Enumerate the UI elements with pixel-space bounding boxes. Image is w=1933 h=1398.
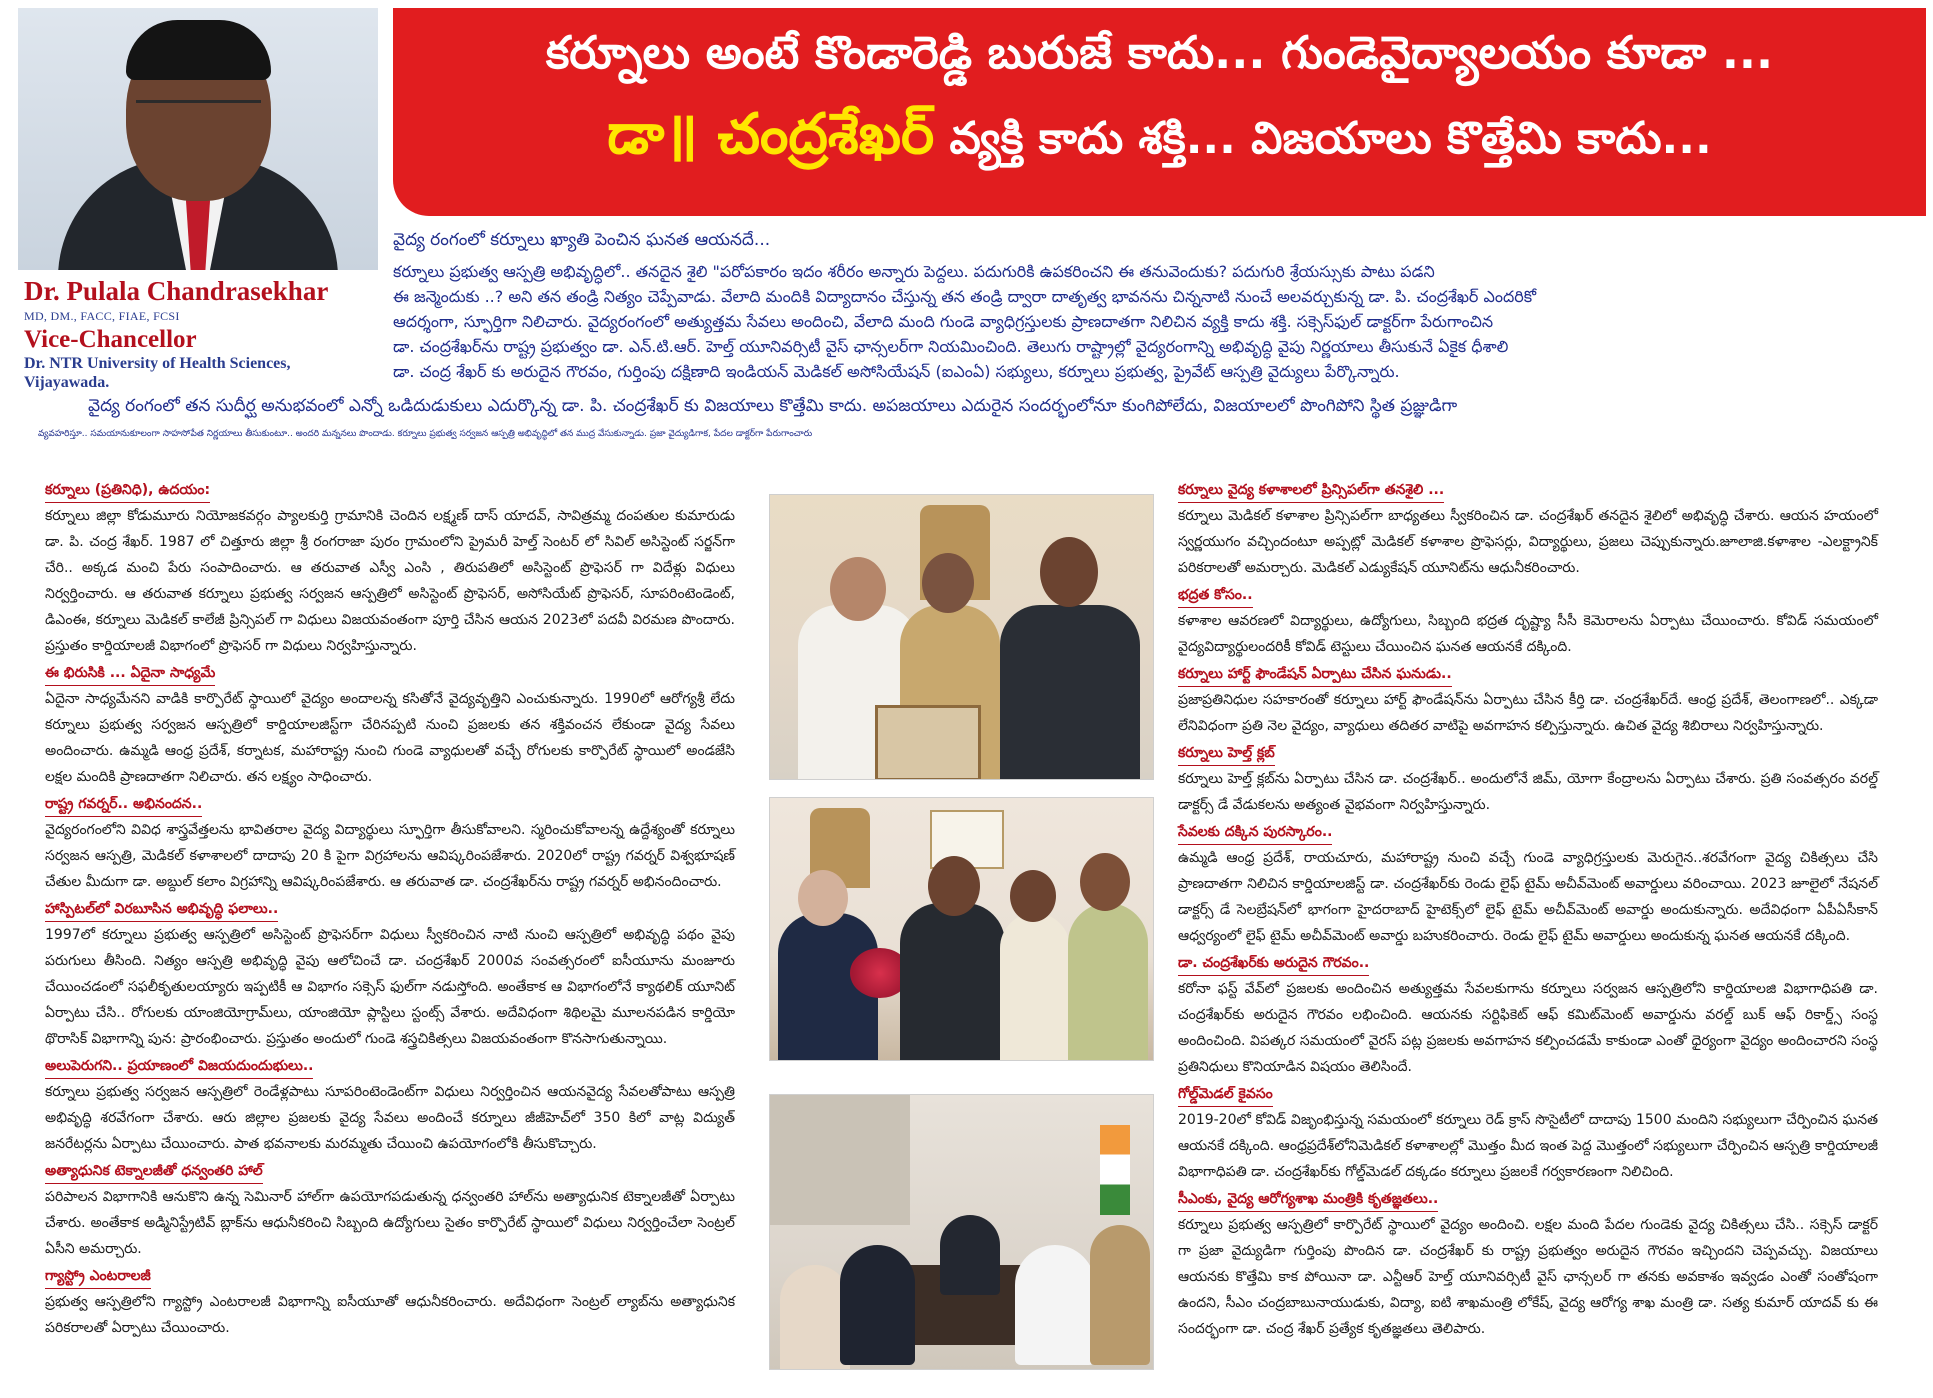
intro-line: డా. చంద్ర శేఖర్ కు అరుదైన గౌరవం, గుర్తింపు దక్షిణాది ఇండియన్ మెడికల్ అసోసియేషన్ (ఐఎంఏ) సభ్యులు, కర్నూలు ప్రభుత్వ, ప్రైవేట్ ఆస్పత్రి వైద్యులు పేర్కొన్నారు. bbox=[393, 362, 1400, 381]
section-body: కర్నూలు ప్రభుత్వ సర్వజన ఆస్పత్రిలో రెండేళ్లపాటు సూపరింటెండెంట్‌గా విధులు నిర్వర్తించిన ఆయనవైద్య సేవలతోపాటు ఆస్పత్రి అభివృద్ధి శరవేగంగా చేశారు. ఆరు జిల్లాల ప్రజలకు వైద్య సేవలు అందించే కర్నూలు జీజీహెచ్‌లో 350 కిలో వాట్ల విద్యుత్ జనరేటర్లను ఏర్పాటు చేయించారు. పాత భవనాలకు మరమ్మతు చేయించి ఉపయోగంలోకి తీసుకొచ్చారు. bbox=[45, 1084, 735, 1152]
section-heading: అత్యాధునిక టెక్నాలజీతో ధన్వంతరి హాల్ bbox=[45, 1159, 263, 1184]
headline-name: డా॥ చంద్రశేఖర్ bbox=[607, 102, 935, 167]
photo-person-head bbox=[922, 553, 974, 613]
section-heading: ఈ భిరుసికి ... ఏదైనా సాధ్యమే bbox=[45, 661, 215, 686]
section-heading: కర్నూలు వైద్య కళాశాలలో ప్రిన్సిపల్‌గా తనశైలి ... bbox=[1178, 478, 1444, 503]
article-left-column bbox=[45, 476, 735, 1341]
profile-qualifications: MD, DM., FACC, FIAE, FCSI bbox=[24, 309, 180, 323]
headline-line-2 bbox=[393, 102, 1926, 181]
section-heading: రాష్ట్ర గవర్నర్.. అభినందన.. bbox=[45, 792, 202, 817]
portrait-glasses bbox=[136, 100, 261, 133]
intro-section bbox=[393, 228, 1913, 384]
photo-person-head bbox=[1010, 870, 1056, 922]
photo-person bbox=[900, 903, 1005, 1061]
photo-person-head bbox=[928, 856, 980, 916]
photo-flag bbox=[1100, 1125, 1130, 1215]
photo-person bbox=[1000, 913, 1070, 1061]
section-body: 1997లో కర్నూలు ప్రభుత్వ ఆస్పత్రిలో అసిస్టెంట్ ప్రొఫెసర్‌గా విధులు స్వీకరించిన నాటి నుంచి ఆస్పత్రిలో అభివృద్ధి పథం వైపు పరుగులు తీసింది. నిత్యం ఆస్పత్రి అభివృద్ధి వైపు ఆలోచించే డా. చంద్రశేఖర్ 2000వ సంవత్సరంలో ఐసీయూను మంజూరు చేయించడంలో సఫలీకృతులయ్యారు ఇప్పటికీ ఆ విభాగం సక్సెస్ ఫుల్‌గా నడుస్తోంది. అంతేకాక ఆ విభాగంలోనే క్యాథలిక్ యూనిట్ ఏర్పాటు చేసి.. రోగులకు యాంజియోగ్రామ్‌లు, యాంజియో ప్లాస్టిలు స్టంట్స్ వేశారు. అదేవిధంగా శిథిలమై మూలనపడిన కార్డియో థొరాసిక్ విభాగాన్ని పున: ప్రారంభించారు. ప్రస్తుతం అందులో గుండె శస్త్రచికిత్సలు విజయవంతంగా కొనసాగుతున్నాయి. bbox=[45, 927, 735, 1047]
section-body: ప్రజాప్రతినిధుల సహకారంతో కర్నూలు హార్ట్ ఫౌండేషన్‌ను ఏర్పాటు చేసిన కీర్తి డా. చంద్రశేఖర్‌దే. ఆంధ్ర ప్రదేశ్, తెలంగాణలో.. ఎక్కడా లేనివిధంగా ప్రతి నెల వైద్యం, వ్యాధులు తదితర వాటిపై అవగాహన కల్పిస్తున్నారు. ఉచిత వైద్య శిబిరాలు నిర్వహిస్తున్నారు. bbox=[1178, 692, 1878, 734]
photo-governor-bouquet bbox=[769, 797, 1154, 1061]
profile-university: Dr. NTR University of Health Sciences, bbox=[24, 355, 291, 372]
section-body: కర్నూలు హెల్త్ క్లబ్‌ను ఏర్పాటు చేసిన డా. చంద్రశేఖర్.. అందులోనే జిమ్, యోగా కేంద్రాలను ఏర్పాటు చేశారు. ప్రతి సంవత్సరం వరల్డ్ డాక్టర్స్ డే వేడుకలను అత్యంత వైభవంగా నిర్వహిస్తున్నారు. bbox=[1178, 771, 1878, 813]
section-heading: కర్నూలు హెల్త్ క్లబ్ bbox=[1178, 741, 1275, 766]
tagline-line: వైద్య రంగంలో తన సుదీర్ఘ అనుభవంలో ఎన్నో ఒడిదుడుకులు ఎదుర్కొన్న డా. పి. చంద్రశేఖర్ కు విజయాలు కొత్తేమి కాదు. అపజయాలు ఎదురైన సందర్భంలోనూ కుంగిపోలేదు, విజయాలలో పొంగిపోని స్థిత ప్రజ్ఞుడిగా bbox=[88, 396, 1458, 416]
section-body: కర్నూలు ప్రభుత్వ ఆస్పత్రిలో కార్పొరేట్ స్థాయిలో వైద్యం అందించి. లక్షల మంది పేదల గుండెకు వైద్య చికిత్సలు చేసి.. సక్సెస్ డాక్టర్ గా ప్రజా వైద్యుడిగా గుర్తింపు పొందిన డా. చంద్రశేఖర్ కు రాష్ట్ర ప్రభుత్వం అరుదైన గౌరవం ఇచ్చిందని చెప్పవచ్చు. విజయాలు ఆయనకు కొత్తేమి కాక పోయినా డా. ఎన్టీఆర్ హెల్త్ యూనివర్సిటీ వైస్ ఛాన్సలర్ గా తనకు అవకాశం ఇవ్వడం ఎంతో సంతోషంగా ఉందని, సీఎం చంద్రబాబునాయుడుకు, విద్యా, ఐటి శాఖమంత్రి లోకేష్, వైద్య ఆరోగ్య శాఖ మంత్రి డా. సత్య కుమార్ యాదవ్ కు ఈ సందర్భంగా డా. చంద్ర శేఖర్ ప్రత్యేక కృతజ్ఞతలు తెలిపారు. bbox=[1178, 1217, 1878, 1337]
section-heading: భద్రత కోసం.. bbox=[1178, 583, 1253, 608]
section-heading: గోల్డ్‌మెడల్ కైవసం bbox=[1178, 1082, 1273, 1107]
section-heading: సీఎంకు, వైద్య ఆరోగ్యశాఖ మంత్రికి కృతజ్ఞతలు.. bbox=[1178, 1187, 1438, 1212]
tagline-section bbox=[38, 392, 1918, 448]
section-heading: సేవలకు దక్కిన పురస్కారం.. bbox=[1178, 820, 1332, 845]
section-body: వైద్యరంగంలోని వివిధ శాస్త్రవేత్తలను భావితరాల వైద్య విద్యార్థులు స్ఫూర్తిగా తీసుకోవాలని. స్మరించుకోవాలన్న ఉద్దేశ్యంతో కర్నూలు సర్వజన ఆస్పత్రి, మెడికల్ కళాశాలలో దాదాపు 20 కి పైగా విగ్రహాలను ఆవిష్కరింపజేశారు. 2020లో రాష్ట్ర గవర్నర్ విశ్వభూషణ్ చేతుల మీదుగా డా. అబ్దుల్ కలాం విగ్రహాన్ని ఆవిష్కరింపజేశారు. ఆ తరువాత డా. చంద్రశేఖర్‌ను రాష్ట్ర గవర్నర్ అభినందించారు. bbox=[45, 822, 735, 890]
section-body: ఉమ్మడి ఆంధ్ర ప్రదేశ్, రాయచూరు, మహారాష్ట్ర నుంచి వచ్చే గుండె వ్యాధిగ్రస్తులకు మెరుగైన..శరవేగంగా వైద్య చికిత్సలు చేసి ప్రాణదాతగా నిలిచిన కార్డియాలజిస్ట్ డా. చంద్రశేఖర్‌కు రెండు లైఫ్ టైమ్ అచీవ్‌మెంట్ అవార్డులు వరించాయి. 2023 జూలైలో నేషనల్ డాక్టర్స్ డే సెలబ్రేషన్‌లో భాగంగా హైదరాబాద్ హైటెక్స్‌లో లైఫ్ టైమ్ అచీవ్‌మెంట్ అవార్డు అందుకున్నారు. అదేవిధంగా ఏపీఏసీకాన్ ఆధ్వర్యంలో లైఫ్ టైమ్ అచీవ్‌మెంట్ అవార్డు బహుకరించారు. రెండు లైఫ్ టైమ్ అవార్డులు అందుకున్న ఘనత ఆయనకే దక్కింది. bbox=[1178, 850, 1878, 944]
intro-line: ఈ జన్మెందుకు ..? అని తన తండ్రి నిత్యం చెప్పేవాడు. వేలాది మందికి విద్యాదానం చేస్తున్న తన తండ్రి ద్వారా దాతృత్వ భావనను చిన్ననాటి నుంచే అలవర్చుకున్న డా. పి. చంద్రశేఖర్ ఎందరికో bbox=[393, 287, 1537, 306]
photo-person-head bbox=[1040, 537, 1098, 607]
intro-line: కర్నూలు ప్రభుత్వ ఆస్పత్రి అభివృద్ధిలో.. తనదైన శైలి "పరోపకారం ఇదం శరీరం అన్నారు పెద్దలు. పదుగురికి ఉపకరించని ఈ తనువెందుకు? పదుగురి శ్రేయస్సుకు పాటు పడని bbox=[393, 262, 1435, 281]
profile-block bbox=[24, 276, 380, 392]
section-heading: కర్నూలు హార్ట్ ఫౌండేషన్ ఏర్పాటు చేసిన ఘనుడు.. bbox=[1178, 662, 1452, 687]
section-body: ఏదైనా సాధ్యమేనని వాడికి కార్పొరేట్ స్థాయిలో వైద్యం అందాలన్న కసితోనే వైద్యవృత్తిని ఎంచుకున్నారు. 1990లో ఆరోగ్యశ్రీ లేదు కర్నూలు ప్రభుత్వ సర్వజన ఆస్పత్రిలో కార్డియాలజిస్ట్‌గా చేరినప్పటి నుంచి ప్రజలకు తన శక్తివంచన లేకుండా వైద్య సేవలు అందించారు. ఉమ్మడి ఆంధ్ర ప్రదేశ్, కర్నాటక, మహారాష్ట్ర నుంచి గుండె వ్యాధులతో వచ్చే రోగులకు కార్పొరేట్ స్థాయిలో అండజేసి లక్షల మందికి ప్రాణదాతగా నిలిచారు. తన లక్ష్యం సాధించారు. bbox=[45, 691, 735, 785]
section-heading: అలుపెరుగని.. ప్రయాణంలో విజయదుందుభులు.. bbox=[45, 1054, 313, 1079]
profile-city: Vijayawada. bbox=[24, 374, 110, 391]
section-heading: కర్నూలు (ప్రతినిధి), ఉదయం: bbox=[45, 478, 210, 503]
photo-person bbox=[1000, 605, 1140, 780]
photo-person-head bbox=[798, 870, 848, 926]
photo-meeting-office bbox=[769, 1094, 1154, 1370]
section-body: కర్నూలు జిల్లా కోడుమూరు నియోజకవర్గం ప్యాలకుర్తి గ్రామానికి చెందిన లక్ష్మణ్ దాస్ యాదవ్, సావిత్రమ్మ దంపతుల కుమారుడు డా. పి. చంద్ర శేఖర్. 1987 లో చిత్తూరు జిల్లా శ్రీ రంగరాజా పురం గ్రామంలోని ప్రైమరీ హెల్త్ సెంటర్ లో సివిల్ అసిస్టెంట్ సర్జన్‌గా చేరి.. అక్కడ మంచి పేరు సంపాదించారు. ఆ తరువాత ఎస్వీ ఎంసి , తిరుపతిలో అసిస్టెంట్ ప్రొఫెసర్ గా విదేళ్లు విధులు నిర్వర్తించారు. ఆ తరువాత కర్నూలు ప్రభుత్వ సర్వజన ఆస్పత్రిలో అసిస్టెంట్ ప్రొఫెసర్, అసోసియేట్ ప్రొఫెసర్, సూపరింటెండెంట్, డిఎంఈ, కర్నూలు మెడికల్ కాలేజీ ప్రిన్సిపల్ గా విధులు విజయవంతంగా పూర్తి చేసిన ఆయన 2023లో పదవీ విరమణ పొందారు. ప్రస్తుతం కార్డియాలజీ విభాగంలో ప్రొఫెసర్ గా విధులు నిర్వహిస్తున్నారు. bbox=[45, 508, 735, 654]
article-right-column bbox=[1178, 476, 1878, 1342]
photo-person bbox=[840, 1245, 915, 1365]
intro-line: ఆదర్శంగా, స్ఫూర్తిగా నిలిచారు. వైద్యరంగంలో అత్యుత్తమ సేవలు అందించి, వేలాది మంది గుండె వ్యాధిగ్రస్తులకు ప్రాణదాతగా నిలిచిన వ్యక్తి కాదు శక్తి. సక్సెస్‌ఫుల్ డాక్టర్‌గా పేరుగాంచిన bbox=[393, 312, 1494, 331]
photo-person bbox=[1068, 903, 1148, 1061]
section-body: కళాశాల ఆవరణలో విద్యార్థులు, ఉద్యోగులు, సిబ్బంది భద్రత దృష్ట్యా సీసీ కెమెరాలను ఏర్పాటు చేయించారు. కోవిడ్ సమయంలో వైద్యవిద్యార్థులందరికీ కోవిడ్ టెస్టులు చేయించిన ఘనత ఆయనకే దక్కింది. bbox=[1178, 613, 1878, 655]
photo-person bbox=[1015, 1245, 1095, 1365]
headline-subtext: వ్యక్తి కాదు శక్తి... విజయాలు కొత్తేమి కాదు... bbox=[934, 113, 1712, 164]
section-body: 2019-20లో కోవిడ్ విజృంభిస్తున్న సమయంలో కర్నూలు రెడ్ క్రాస్ సొసైటీలో దాదాపు 1500 మందిని సభ్యులుగా చేర్పించిన ఘనత ఆయనకే దక్కింది. ఆంధ్రప్రదేశ్‌లోనిమెడికల్ కళాశాలల్లో మొత్తం మీద ఇంత పెద్ద మొత్తంలో సభ్యులుగా చేర్పించిన ఆస్పత్రి కార్డియాలజీ విభాగాధిపతి డా. చంద్రశేఖర్‌కు గోల్డ్‌మెడల్ దక్కడం కర్నూలు ప్రజలకే గర్వకారణంగా నిలిచింది. bbox=[1178, 1112, 1878, 1180]
portrait-photo bbox=[18, 8, 378, 270]
tagline-line: వ్యవహరిస్తూ.. సమయానుకూలంగా సాహసోపేత నిర్ణయాలు తీసుకుంటూ.. అందరి మన్ననలు పొందాడు. కర్నూలు ప్రభుత్వ సర్వజన ఆస్పత్రి అభివృద్ధిలో తన ముద్ర వేసుకున్నాడు. ప్రజా వైద్యుడిగాక, పేదల డాక్టర్‌గా పేరుగాంచారు bbox=[38, 429, 813, 439]
section-heading: గ్యాస్ట్రో ఎంటరాలజీ bbox=[45, 1264, 151, 1289]
photo-frame-gift bbox=[875, 705, 981, 780]
section-body: ప్రభుత్వ ఆస్పత్రిలోని గ్యాస్ట్రో ఎంటరాలజీ విభాగాన్ని ఐసీయూతో ఆధునీకరించారు. అదేవిధంగా సెంట్రల్ ల్యాబ్‌ను అత్యాధునిక పరికరాలతో ఏర్పాటు చేయించారు. bbox=[45, 1294, 735, 1336]
section-body: పరిపాలన విభాగానికి ఆనుకొని ఉన్న సెమినార్ హాల్‌గా ఉపయోగపడుతున్న ధన్వంతరి హాల్‌ను అత్యాధునిక టెక్నాలజీతో ఏర్పాటు చేశారు. అంతేకాక అడ్మినిస్ట్రేటివ్ బ్లాక్‌ను ఆధునీకరించి సిబ్బంది ఉద్యోగులు సైతం కార్పొరేట్ స్థాయిలో విధులు నిర్వర్తించేలా సెంట్రల్ ఏసీని అమర్చారు. bbox=[45, 1189, 735, 1257]
section-heading: హాస్పిటల్‌లో విరబూసిన అభివృద్ధి ఫలాలు.. bbox=[45, 897, 278, 922]
photo-person bbox=[940, 1215, 1000, 1295]
profile-name: Dr. Pulala Chandrasekhar bbox=[24, 276, 329, 306]
headline-line-1: కర్నూలు అంటే కొండారెడ్డి బురుజే కాదు... గుండెవైద్యాలయం కూడా ... bbox=[545, 26, 1774, 79]
photo-window bbox=[770, 1095, 910, 1225]
section-heading: డా. చంద్రశేఖర్‌కు అరుదైన గౌరవం.. bbox=[1178, 951, 1369, 976]
photo-person-head bbox=[1080, 853, 1130, 911]
photo-person-head bbox=[830, 557, 886, 621]
section-body: కరోనా ఫస్ట్ వేవ్‌లో ప్రజలకు అందించిన అత్యుత్తమ సేవలకుగాను కర్నూలు సర్వజన ఆస్పత్రిలోని కార్డియాలజి విభాగాధిపతి డా. చంద్రశేఖర్‌కు అరుదైన గౌరవం లభించింది. ఆయనకు సర్టిఫికెట్ ఆఫ్ కమిట్‌మెంట్ అవార్డును వరల్డ్ బుక్ ఆఫ్ రికార్డ్స్ సంస్థ అందించింది. విపత్కర సమయంలో వైరస్ పట్ల ప్రజలకు అవగాహన కల్పించడమే కాకుండా ఎంతో ధైర్యంగా వైద్యం అందించారని సంస్థ ప్రతినిధులు కొనియాడిన విషయం తెలిసిందే. bbox=[1178, 981, 1878, 1075]
section-body: కర్నూలు మెడికల్ కళాశాల ప్రిన్సిపల్‌గా బాధ్యతలు స్వీకరించిన డా. చంద్రశేఖర్ తనదైన శైలిలో అభివృద్ధి చేశారు. ఆయన హయంలో స్వర్ణయుగం వచ్చిందంటూ అప్పట్లో మెడికల్ కళాశాల ప్రొఫెసర్లు, విద్యార్థులు, ప్రజలు చెప్పుకున్నారు.జూలాజి.కళాశాల -ఎలక్ట్రానిక్ పరికరాలతో అమర్చారు. మెడికల్ ఎడ్యుకేషన్ యూనిట్‌ను ఆధునీకరించారు. bbox=[1178, 508, 1878, 576]
profile-title: Vice-Chancellor bbox=[24, 326, 197, 353]
photo-person bbox=[1090, 1225, 1150, 1365]
intro-line: డా. చంద్రశేఖర్‌ను రాష్ట్ర ప్రభుత్వం డా. ఎన్.టి.ఆర్. హెల్త్ యూనివర్సిటీ వైస్ ఛాన్సలర్‌గా నియమించింది. తెలుగు రాష్ట్రాల్లో వైద్యరంగాన్ని అభివృద్ధి వైపు నిర్ణయాలు తీసుకునే ఏకైక ధీశాలి bbox=[393, 337, 1509, 356]
portrait-hair bbox=[126, 20, 271, 80]
photo-governor-felicitation bbox=[769, 494, 1154, 780]
intro-lead: వైద్య రంగంలో కర్నూలు ఖ్యాతి పెంచిన ఘనత ఆయనదే... bbox=[393, 230, 771, 250]
